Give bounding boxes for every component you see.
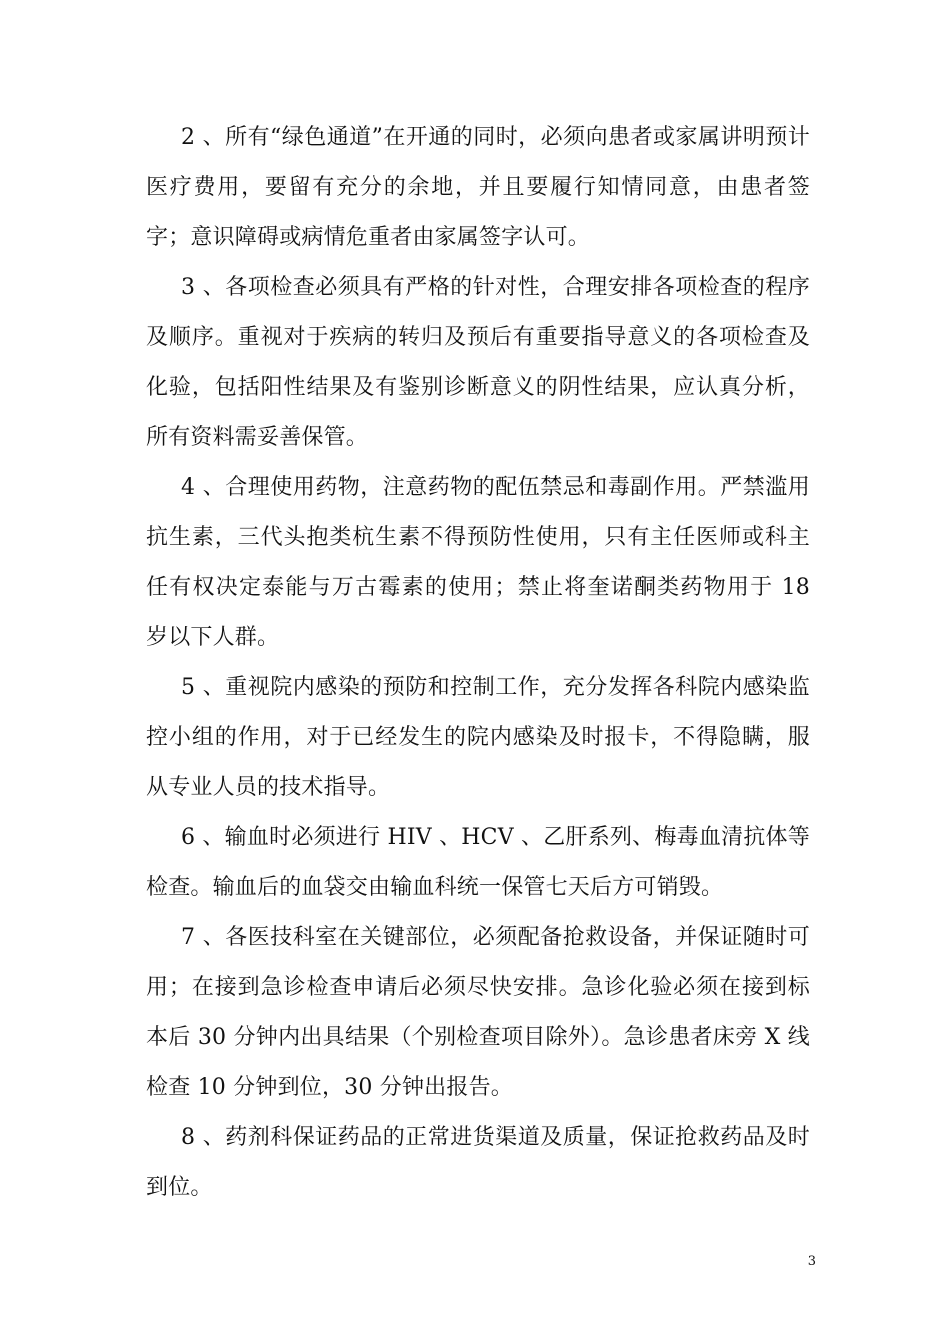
paragraph-item-2: 2 、所有“绿色通道”在开通的同时，必须向患者或家属讲明预计医疗费用，要留有充分的余地，并且要履行知情同意，由患者签字；意识障碍或病情危重者由家属签字认可。 xyxy=(146,125,810,250)
paragraph-item-3: 3 、各项检查必须具有严格的针对性，合理安排各项检查的程序及顺序。重视对于疾病的转归及预后有重要指导意义的各项检查及化验，包括阳性结果及有鉴别诊断意义的阴性结果，应认真分析，所有资料需妥善保管。 xyxy=(146,275,810,450)
paragraph-item-6: 6 、输血时必须进行 HIV 、HCV 、乙肝系列、梅毒血清抗体等检查。输血后的血袋交由输血科统一保管七天后方可销毁。 xyxy=(146,825,810,900)
paragraph-item-5: 5 、重视院内感染的预防和控制工作，充分发挥各科院内感染监控小组的作用，对于已经发生的院内感染及时报卡，不得隐瞒，服从专业人员的技术指导。 xyxy=(146,675,810,800)
paragraph-item-4: 4 、合理使用药物，注意药物的配伍禁忌和毒副作用。严禁滥用抗生素，三代头抱类杭生素不得预防性使用，只有主任医师或科主任有权决定泰能与万古霉素的使用；禁止将奎诺酮类药物用于 18 岁以下人群。 xyxy=(146,475,810,650)
page-number: 3 xyxy=(807,1254,816,1269)
paragraph-item-8: 8 、药剂科保证药品的正常进货渠道及质量，保证抢救药品及时到位。 xyxy=(146,1125,810,1200)
paragraph-item-7: 7 、各医技科室在关键部位，必须配备抢救设备，并保证随时可用；在接到急诊检查申请后必须尽快安排。急诊化验必须在接到标本后 30 分钟内出具结果（个别检查项目除外）。急诊患者床旁 X 线检查 10 分钟到位，30 分钟出报告。 xyxy=(146,925,810,1100)
